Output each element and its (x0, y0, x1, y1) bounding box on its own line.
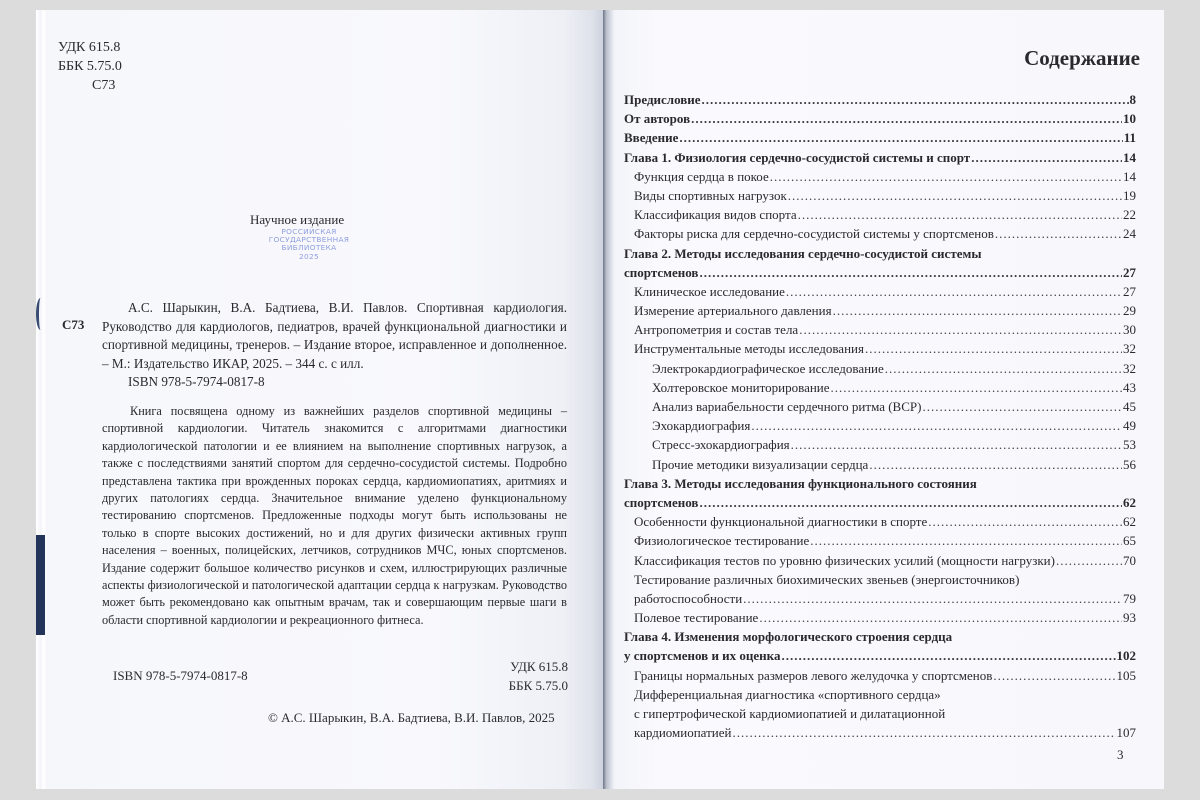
toc-entry[interactable] (624, 128, 1136, 147)
toc-entry-label: кардиомиопатией (634, 725, 732, 741)
toc-entry[interactable] (624, 167, 1136, 186)
toc-entry[interactable] (624, 551, 1136, 570)
toc-entry[interactable] (624, 339, 1136, 358)
toc-entry-label: Глава 3. Методы исследования функционального состояния (624, 475, 977, 491)
toc-entry-page: 79 (1123, 590, 1136, 606)
toc-entry-label: Виды спортивных нагрузок (634, 187, 787, 203)
toc-entry-label: Глава 4. Изменения морфологического строения сердца (624, 629, 953, 645)
bibliographic-record (102, 299, 567, 392)
toc-entry-label: работоспособности (634, 590, 743, 606)
toc-entry-page: 11 (1123, 130, 1136, 146)
stamp-line: ГОСУДАРСТВЕННАЯ (268, 235, 350, 245)
toc-entry-page: 14 (1123, 168, 1136, 184)
toc-leader-dots (770, 167, 1122, 186)
cover-edge-mark (36, 298, 45, 330)
toc-entry[interactable] (624, 704, 1136, 723)
toc-leader-dots (781, 646, 1115, 665)
toc-entry-page: 62 (1123, 514, 1136, 530)
toc-entry[interactable] (624, 397, 1136, 416)
toc-leader-dots (865, 339, 1122, 358)
cover-edge-band (36, 535, 45, 635)
toc-entry-label: Полевое тестирование (634, 610, 759, 626)
toc-leader-dots (831, 378, 1122, 397)
toc-entry[interactable] (624, 109, 1136, 128)
isbn: ISBN 978-5-7974-0817-8 (128, 374, 265, 390)
toc-entry[interactable] (624, 378, 1136, 397)
toc-entry-page: 102 (1116, 648, 1136, 664)
toc-entry-page: 10 (1123, 111, 1136, 127)
toc-entry-label: спортсменов (624, 494, 699, 510)
toc-entry-page: 105 (1116, 667, 1136, 683)
toc-entry[interactable] (624, 455, 1136, 474)
page-number: 3 (1117, 747, 1124, 762)
library-stamp (259, 228, 359, 261)
toc-entry-label: От авторов (624, 111, 691, 127)
toc-entry-label: Классификация тестов по уровню физических усилий (мощности нагрузки) (634, 552, 1055, 568)
toc-entry-label: Дифференциальная диагностика «спортивного сердца» (634, 686, 941, 702)
toc-entry[interactable] (624, 608, 1136, 627)
toc-leader-dots (869, 455, 1122, 474)
toc-entry-label: Холтеровское мониторирование (652, 379, 830, 395)
toc-leader-dots (743, 589, 1122, 608)
toc-entry-label: спортсменов (624, 264, 699, 280)
udk-code-bottom: УДК 615.8 (510, 659, 568, 674)
toc-leader-dots (1056, 551, 1122, 570)
toc-leader-dots (798, 205, 1122, 224)
toc-entry-label: Измерение артериального давления (634, 303, 832, 319)
toc-entry-label: Тестирование различных биохимических звеньев (энергоисточников) (634, 571, 1020, 587)
toc-entry[interactable] (624, 301, 1136, 320)
udk-code: УДК 615.8 (58, 40, 121, 55)
toc-leader-dots (759, 608, 1122, 627)
toc-entry-page: 53 (1123, 437, 1136, 453)
toc-entry[interactable] (624, 148, 1136, 167)
toc-entry[interactable] (624, 589, 1136, 608)
toc-entry-label: Функция сердца в покое (634, 168, 769, 184)
toc-entry-page: 93 (1123, 610, 1136, 626)
toc-entry-label: Электрокардиографическое исследование (652, 360, 884, 376)
toc-entry-label: Антропометрия и состав тела (634, 322, 799, 338)
toc-entry[interactable] (624, 320, 1136, 339)
toc-entry-label: Стресс-эхокардиография (652, 437, 790, 453)
catalog-label: С73 (62, 317, 85, 332)
stamp-line: БИБЛИОТЕКА (281, 243, 337, 253)
toc-entry[interactable] (624, 244, 1136, 263)
toc-entry-label: Классификация видов спорта (634, 207, 797, 223)
toc-entry[interactable] (624, 723, 1136, 742)
bbk-code: ББК 5.75.0 (58, 59, 122, 74)
toc-entry[interactable] (624, 224, 1136, 243)
toc-entry-page: 32 (1123, 360, 1136, 376)
toc-entry-page: 22 (1123, 207, 1136, 223)
toc-entry-label: Глава 2. Методы исследования сердечно-сосудистой системы (624, 245, 982, 261)
stamp-line: РОССИЙСКАЯ (281, 227, 337, 236)
toc-leader-dots (699, 493, 1122, 512)
bibliographic-text: А.С. Шарыкин, В.А. Бадтиева, В.И. Павлов. Спортивная кардиология. Руководство для кардиологов, педиатров, врачей функциональной диагностики и спортивной медицины, тренеров. – Издание второе, исправленное и дополненное. – М.: Издательство ИКАР, 2025. – 344 с. с илл. (102, 300, 567, 371)
toc-leader-dots (928, 512, 1122, 531)
toc-entry-page: 70 (1123, 552, 1136, 568)
toc-entry-page: 32 (1123, 341, 1136, 357)
toc-leader-dots (732, 723, 1115, 742)
toc-entry-label: Введение (624, 130, 679, 146)
toc-entry-page: 65 (1123, 533, 1136, 549)
toc-entry-label: Инструментальные методы исследования (634, 341, 864, 357)
toc-entry-page: 14 (1123, 149, 1136, 165)
toc-leader-dots (788, 186, 1122, 205)
abstract-text: Книга посвящена одному из важнейших разделов спортивной медицины – спортивной кардиологии. Читатель знакомится с алгоритмами диагностики кардиологической патологии и ее влиянием на выполнение спортивных нагрузок, а также с последствиями занятий спортом для сердечно-сосудистой системы. Подробно представлена тактика при врожденных пороках сердца, кардиомиопатиях, аритмиях и других патологиях сердца. Значительное внимание уделено функциональному тестированию спортсменов. Предложенные подходы могут быть использованы не только в спорте высоких достижений, но и для других физически активных групп населения – военных, полицейских, летчиков, сотрудников МЧС, юных спортсменов. Издание содержит большое количество рисунков и схем, иллюстрирующих различные аспекты физиологической и патологической адаптации сердца к нагрузкам. Руководство может быть рекомендовано как опытным врачам, так и совершающим первые шаги в области спортивной кардиологии и рекреационного фитнеса. (102, 404, 567, 627)
toc-leader-dots (699, 263, 1122, 282)
toc-entry-label: Прочие методики визуализации сердца (652, 456, 869, 472)
toc-leader-dots (810, 531, 1122, 550)
toc-entry-page: 56 (1123, 456, 1136, 472)
publication-genre: Научное издание (250, 212, 345, 227)
classification-block (58, 38, 122, 95)
toc-entry-page: 24 (1123, 226, 1136, 242)
toc-entry-page: 27 (1123, 283, 1136, 299)
isbn-bottom: ISBN 978-5-7974-0817-8 (113, 668, 248, 683)
toc-entry[interactable] (624, 531, 1136, 550)
toc-entry-page: 19 (1123, 187, 1136, 203)
toc-entry[interactable] (624, 474, 1136, 493)
toc-leader-dots (702, 90, 1129, 109)
toc-entry-page: 8 (1129, 92, 1136, 107)
toc-entry-page: 27 (1123, 264, 1136, 280)
toc-leader-dots (751, 416, 1122, 435)
toc-entry-page: 107 (1116, 725, 1136, 741)
toc-entry[interactable] (624, 627, 1136, 646)
toc-entry[interactable] (624, 666, 1136, 685)
toc-entry[interactable] (624, 512, 1136, 531)
toc-leader-dots (799, 320, 1122, 339)
toc-title: Содержание (1024, 46, 1140, 70)
abstract (102, 403, 567, 629)
toc-entry-label: Клиническое исследование (634, 283, 785, 299)
toc-entry-label: с гипертрофической кардиомиопатией и дилатационной (634, 706, 946, 721)
toc-entry[interactable] (624, 570, 1136, 589)
toc-entry[interactable] (624, 435, 1136, 454)
toc-leader-dots (791, 435, 1122, 454)
toc-entry-page: 49 (1123, 418, 1136, 434)
table-of-contents (624, 90, 1136, 742)
toc-entry-page: 62 (1123, 494, 1136, 510)
toc-leader-dots (885, 359, 1122, 378)
toc-leader-dots (922, 397, 1122, 416)
bbk-code-bottom: ББК 5.75.0 (508, 678, 568, 693)
toc-leader-dots (786, 282, 1122, 301)
toc-entry-label: Физиологическое тестирование (634, 533, 810, 549)
toc-entry-label: Факторы риска для сердечно-сосудистой системы у спортсменов (634, 226, 994, 242)
toc-entry-page: 43 (1123, 379, 1136, 395)
toc-entry-label: Анализ вариабельности сердечного ритма (ВСР) (652, 399, 922, 414)
toc-entry[interactable] (624, 186, 1136, 205)
page-edge (36, 10, 48, 789)
toc-leader-dots (691, 109, 1122, 128)
toc-entry[interactable] (624, 90, 1136, 109)
toc-entry[interactable] (624, 359, 1136, 378)
toc-entry-label: Границы нормальных размеров левого желудочка у спортсменов (634, 667, 993, 683)
stamp-line: 2025 (298, 251, 319, 261)
toc-entry-label: Предисловие (624, 92, 701, 107)
toc-leader-dots (995, 224, 1122, 243)
author-mark: С73 (92, 78, 116, 93)
toc-entry-label: Эхокардиография (652, 418, 751, 434)
toc-entry[interactable] (624, 205, 1136, 224)
toc-entry[interactable] (624, 416, 1136, 435)
toc-entry-page: 29 (1123, 303, 1136, 319)
toc-entry-label: у спортсменов и их оценка (624, 648, 781, 664)
toc-leader-dots (971, 148, 1122, 167)
toc-entry[interactable] (624, 282, 1136, 301)
toc-leader-dots (833, 301, 1122, 320)
toc-entry-label: Глава 1. Физиология сердечно-сосудистой системы и спорт (624, 149, 971, 165)
toc-entry[interactable] (624, 263, 1136, 282)
toc-leader-dots (679, 128, 1122, 147)
toc-entry[interactable] (624, 493, 1136, 512)
toc-entry-label: Особенности функциональной диагностики в спорте (634, 514, 928, 530)
toc-entry-page: 30 (1123, 322, 1136, 338)
toc-entry[interactable] (624, 685, 1136, 704)
classification-bottom (508, 657, 568, 695)
copyright: © А.С. Шарыкин, В.А. Бадтиева, В.И. Павлов, 2025 (268, 710, 555, 725)
toc-leader-dots (993, 666, 1115, 685)
toc-entry-page: 45 (1123, 399, 1136, 414)
toc-entry[interactable] (624, 646, 1136, 665)
